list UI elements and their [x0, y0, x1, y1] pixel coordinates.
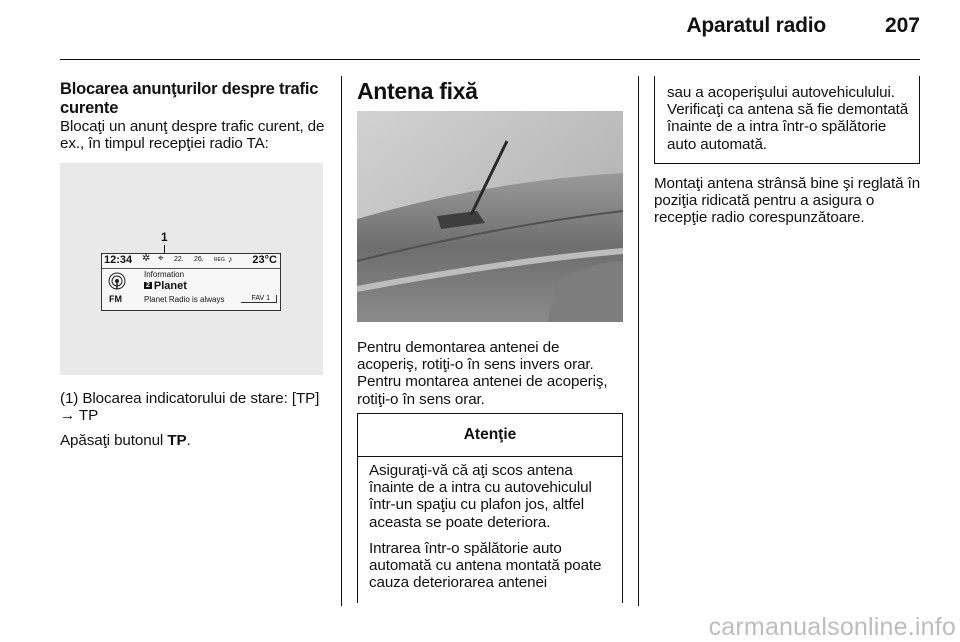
radio-signal-icon [108, 272, 126, 290]
band-label: FM [109, 294, 122, 304]
warning-box [357, 413, 623, 603]
mounting-paragraph: Montaţi antena strânsă bine şi reglată în poziţia ridicată pentru a asigura o recepţie radio corespunzătoare. [654, 175, 921, 227]
page-number: 207 [884, 14, 920, 37]
warning-box-continued [654, 76, 920, 164]
watermark: carmanualsonline.info [708, 613, 956, 641]
warning-title: Atenţie [358, 414, 622, 457]
press-text-end: . [186, 432, 191, 449]
clock: 12:34 [104, 254, 133, 266]
favourite-tab: FAV 1 [241, 295, 277, 303]
intro-paragraph: Blocaţi un anunţ despre trafic curent, de ex., în timpul recepţiei radio TA: [60, 118, 325, 153]
callout-number: 1 [161, 230, 168, 244]
station-label: Planet [153, 280, 187, 292]
warning-paragraph: sau a acoperişului autovehiculului. Verificaţi ca antena să fie demontată înainte de a intra într-o spălătorie auto automată. [667, 84, 909, 153]
tp-indicator: ⌖ [158, 253, 164, 264]
radio-text: Planet Radio is always [144, 295, 225, 304]
press-text: Apăsaţi butonul [60, 432, 168, 449]
gear-icon: ✲ [142, 253, 151, 264]
section-heading: Antena fixă [357, 78, 478, 104]
button-name: TP [167, 432, 187, 449]
warning-paragraph: Intrarea într-o spălătorie auto automată cu antena montată poate cauza deteriorarea antenei [369, 540, 602, 592]
radio-display-figure [60, 163, 323, 375]
reg-indicator: REG [214, 257, 225, 263]
station-name [144, 280, 187, 292]
section-heading: Blocarea anunţurilor despre trafic curente [60, 80, 319, 117]
status-bar [102, 254, 280, 269]
section-title: Aparatul radio [686, 14, 826, 37]
preset-number: 2 [146, 282, 150, 289]
column-divider [341, 76, 342, 606]
column-divider [638, 76, 639, 606]
header-rule [60, 59, 920, 60]
press-instruction [60, 432, 328, 449]
music-note-icon: ♪ [228, 254, 233, 264]
figure-caption: (1) Blocarea indicatorului de stare: [TP] → TP [60, 390, 320, 425]
info-label: Information [144, 270, 185, 279]
status-value: 26. [194, 256, 204, 263]
radio-display [101, 253, 281, 311]
antenna-paragraph: Pentru demontarea antenei de acoperiş, rotiţi-o în sens invers orar. Pentru montarea antenei de acoperiş, rotiţi-o în sens orar. [357, 339, 608, 408]
status-value: 22. [174, 256, 184, 263]
temperature: 23°C [252, 254, 277, 266]
roof-antenna-photo [357, 111, 623, 322]
warning-paragraph: Asiguraţi-vă că aţi scos antena înainte de a intra cu autovehiculul într-un spaţiu cu plafon jos, altfel aceasta se poate deteriora. [369, 462, 592, 531]
